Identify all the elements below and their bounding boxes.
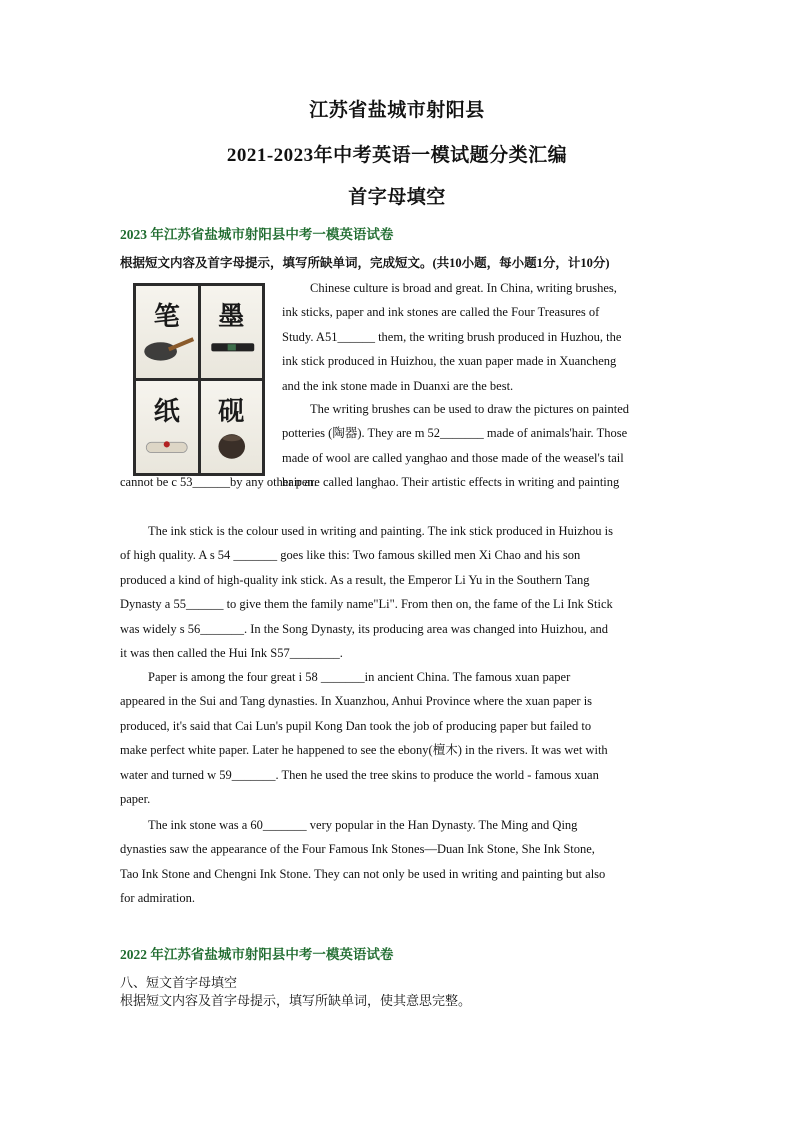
text-line: it was then called the Hui Ink S57________. [120,645,343,660]
passage-paragraph-3 [120,519,674,665]
text-line: Tao Ink Stone and Chengni Ink Stone. They can not only be used in writing and painting but also [120,866,606,881]
text-line: dynasties saw the appearance of the Four Famous Ink Stones—Duan Ink Stone, She Ink Stone, [120,842,595,857]
passage-paragraph-4 [120,665,674,811]
text-line: ink stick produced in Huizhou, the xuan paper made in Xuancheng [282,354,617,369]
text-line: Chinese culture is broad and great. In China, writing brushes, [310,281,617,295]
passage-paragraph-1 [282,276,674,398]
brush-glyph: 笔 [153,302,180,332]
ink-stick-icon [201,286,263,378]
ink-stone-icon [201,381,263,473]
text-line: potteries (陶器). They are m 52_______ made of animals'hair. Those [282,426,628,441]
ink-stone-panel [201,381,263,473]
paper-panel [136,381,198,473]
text-line: of high quality. A s 54 _______ goes like this: Two famous skilled men Xi Chao and his son [120,548,581,563]
text-line: for admiration. [120,891,195,906]
brush-panel [136,286,198,378]
text-line: Paper is among the four great i 58 _______in ancient China. The famous xuan paper [148,670,571,684]
paper-scroll-icon [136,381,198,473]
text-line: appeared in the Sui and Tang dynasties. In Xuanzhou, Anhui Province where the xuan paper is [120,694,593,709]
text-line: cannot be c 53______by any other pen. [120,475,317,489]
passage-paragraph-2-continued [120,470,674,494]
text-line: and the ink stone made in Duanxi are the best. [282,378,514,393]
text-line: produced, it's said that Cai Lun's pupil Kong Dan took the job of producing paper but failed to [120,718,592,733]
text-line: Dynasty a 55______ to give them the family name"Li". From then on, the fame of the Li Ink Stick [120,597,613,612]
ink-glyph: 墨 [218,302,245,332]
text-line: produced a kind of high-quality ink stick. As a result, the Emperor Li Yu in the Southern Tang [120,572,590,587]
section-instruction-2023: 根据短文内容及首字母提示，填写所缺单词，完成短文。(共10小题，每小题1分，计10分) [120,256,610,270]
text-line: Study. A51______ them, the writing brush produced in Huzhou, the [282,329,622,344]
text-line: make perfect white paper. Later he happened to see the ebony(檀木) in the rivers. It was wet with [120,743,608,758]
passage-paragraph-5 [120,813,674,911]
text-line: made of wool are called yanghao and those made of the weasel's tail [282,450,624,465]
section-subheading-2022: 八、短文首字母填空 [120,976,238,991]
section-instruction-2022: 根据短文内容及首字母提示，填写所缺单词，使其意思完整。 [120,994,472,1009]
title-line-2: 2021-2023年中考英语一模试题分类汇编 [226,145,568,166]
text-line: ink sticks, paper and ink stones are called the Four Treasures of [282,305,600,320]
text-line: hair are called langhao. Their artistic effects in writing and painting [282,475,620,490]
text-line: The ink stone was a 60_______ very popular in the Han Dynasty. The Ming and Qing [148,818,578,832]
ink-stick-panel [201,286,263,378]
text-line: The writing brushes can be used to draw the pictures on painted [310,402,630,416]
four-treasures-image [133,283,265,476]
title-line-1: 江苏省盐城市射阳县 [309,100,485,121]
text-line: paper. [120,791,151,806]
brush-icon [136,286,198,378]
section-heading-2022: 2022 年江苏省盐城市射阳县中考一模英语试卷 [120,947,394,962]
ink-stone-glyph: 砚 [218,397,245,427]
title-line-3: 首字母填空 [348,187,446,208]
section-heading-2023: 2023 年江苏省盐城市射阳县中考一模英语试卷 [120,227,394,242]
paper-glyph: 纸 [153,397,180,427]
text-line: water and turned w 59_______. Then he used the tree skins to produce the world - famous xuan [120,767,599,782]
text-line: The ink stick is the colour used in writing and painting. The ink stick produced in Huizhou is [148,524,613,538]
text-line: was widely s 56_______. In the Song Dynasty, its producing area was changed into Huizhou, and [120,621,608,636]
